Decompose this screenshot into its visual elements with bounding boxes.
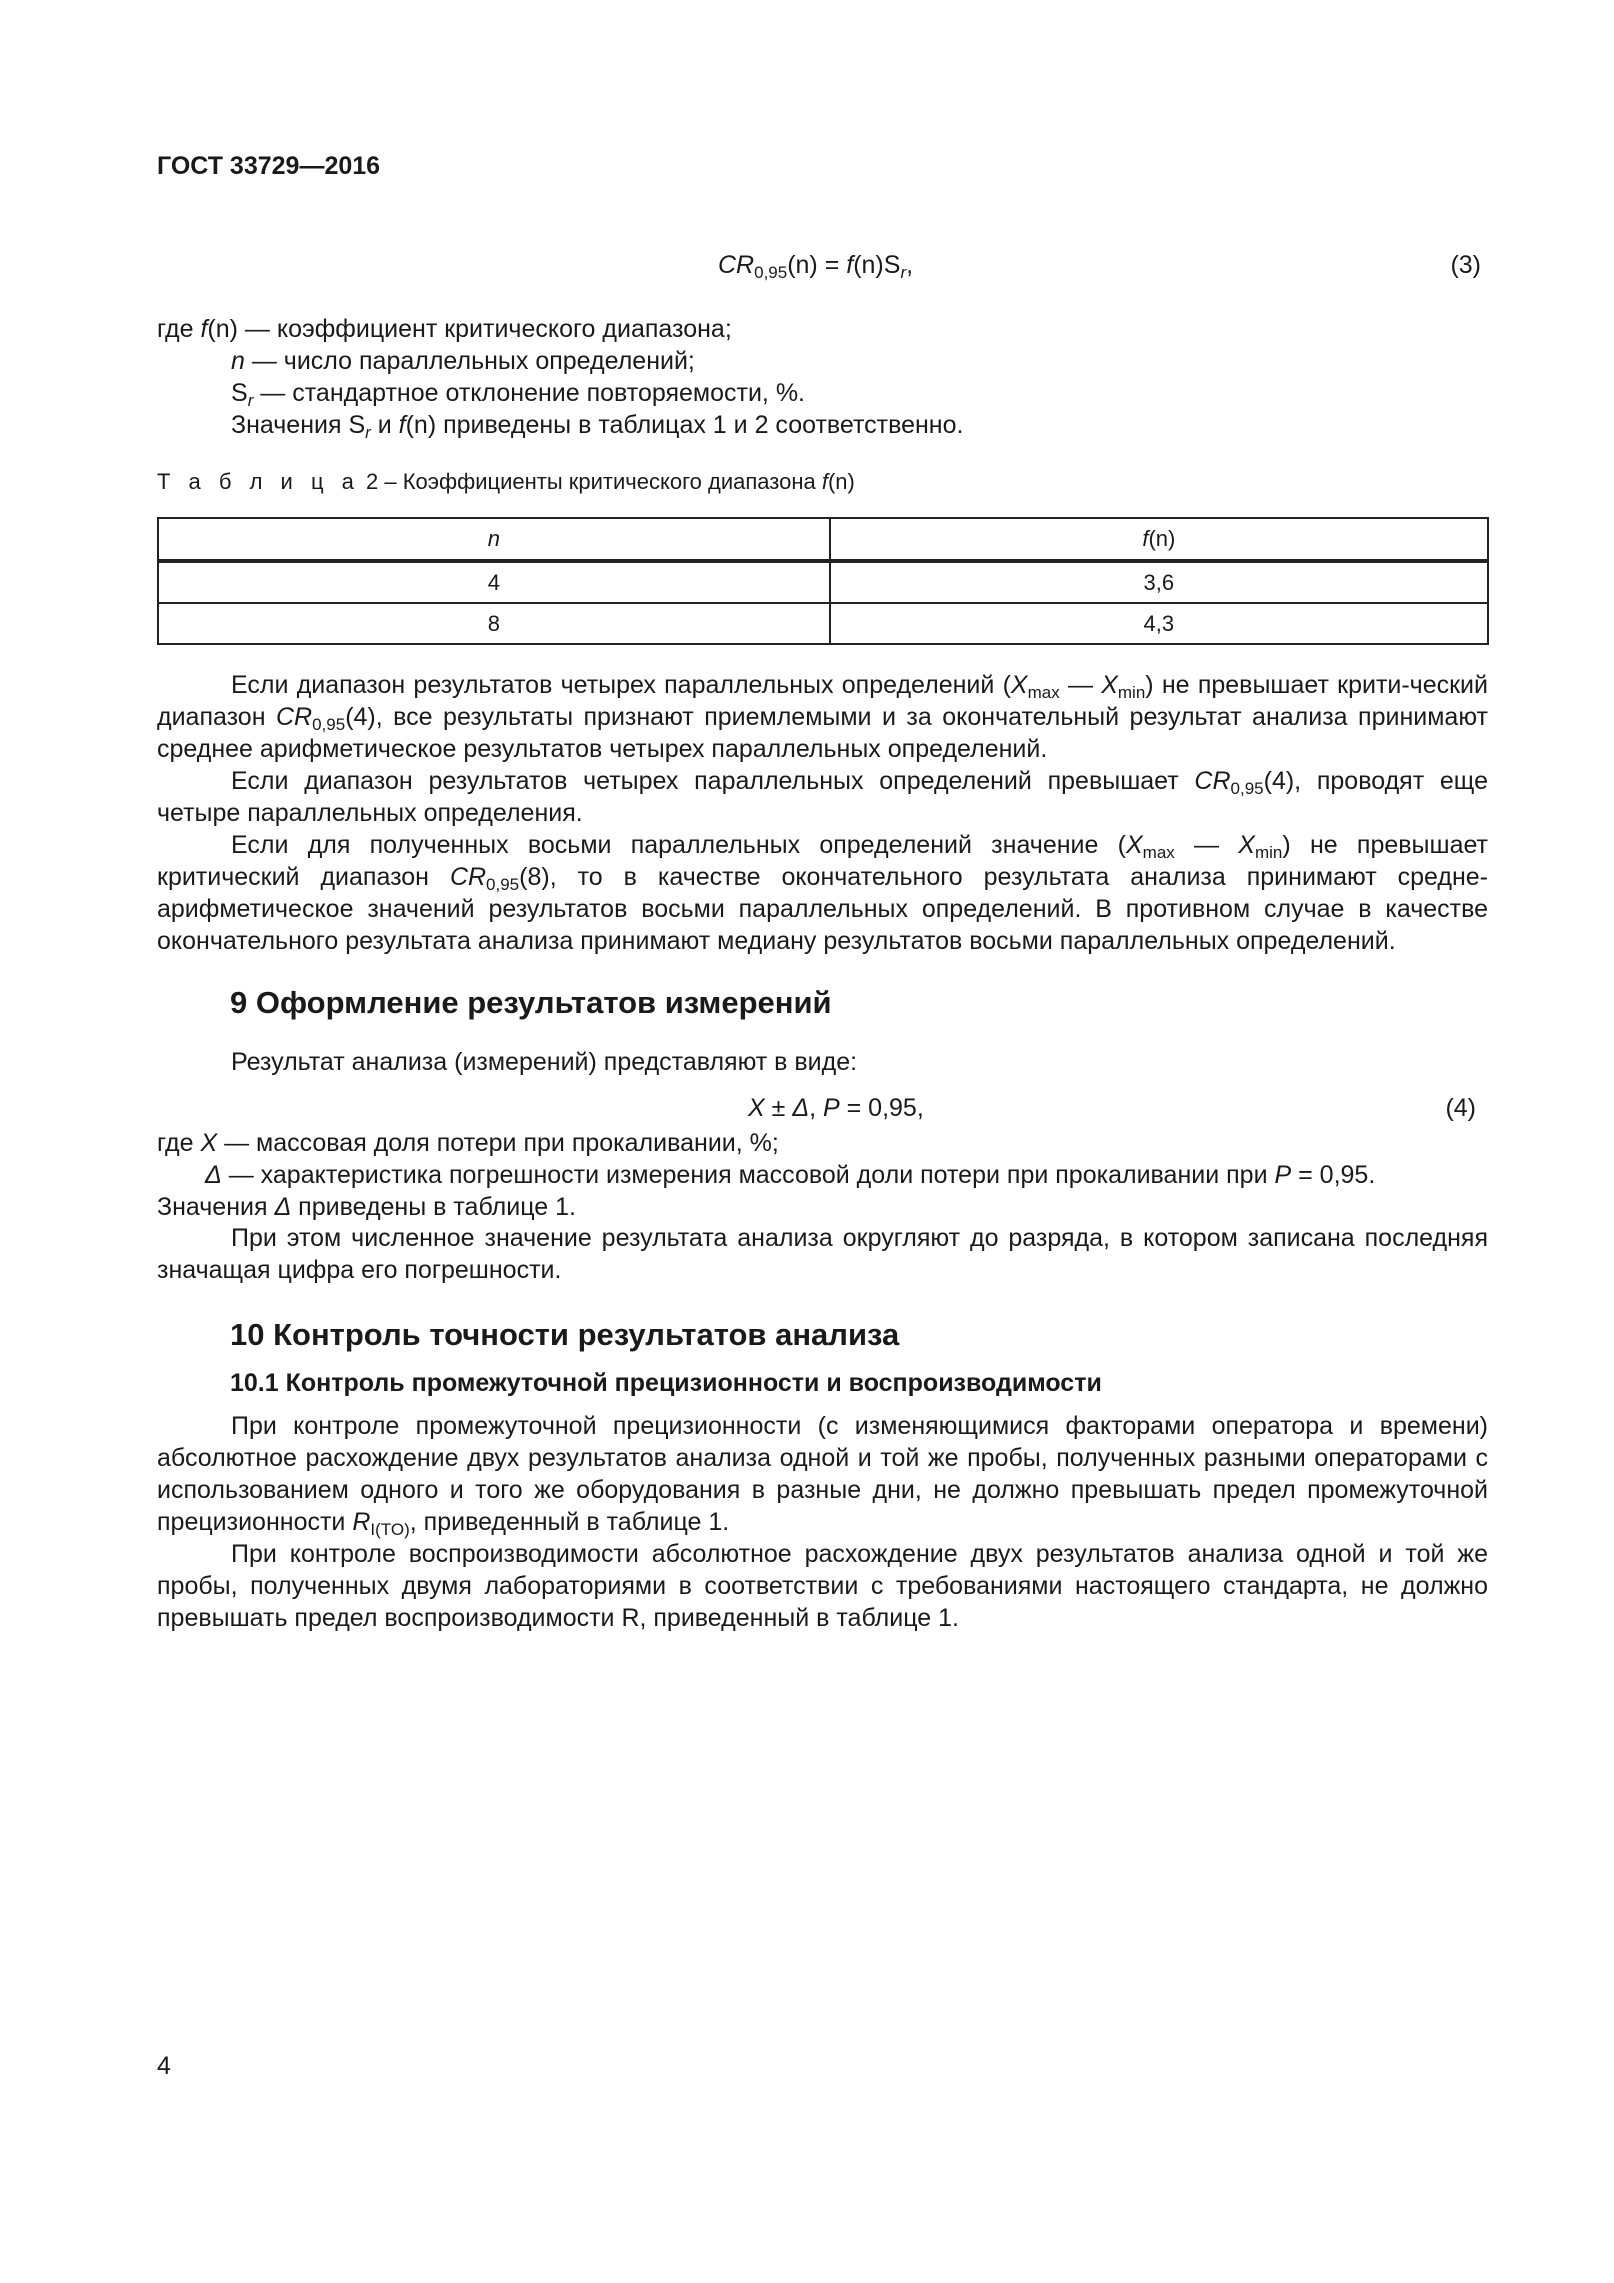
table-cell: 8: [158, 603, 830, 644]
table-2-caption: Т а б л и ц а 2 – Коэффициенты критического диапазона f(n): [157, 469, 855, 494]
paragraph: Если диапазон результатов четырех параллельных определений ($X_{max}$ — $X_{min}$) не превышает крити-ческий диапазон $CR_{0,95}(4)$, все результаты признают приемлемыми и за окончательный результат анализа принимают среднее арифметическое результатов четырех параллельных определений.: [157, 671, 1488, 763]
formula-4-number: (4): [1445, 1094, 1476, 1122]
formula-3-definitions: где f(n) — коэффициент критического диапазона; n — число параллельных определений; $S_r$ — стандартное отклонение повторяемости, %. Значения $S_r$ и f(n) приведены в таблицах 1 и 2 соответственно.: [157, 315, 964, 442]
result-rules: [157, 669, 1488, 957]
paragraph: При контроле воспроизводимости абсолютное расхождение двух результатов анализа одной и той же пробы, полученных двумя лабораториями в соответствии с требованиями настоящего стандарта, не должно превышать предел воспроизводимости R, приведенный в таблице 1.: [157, 1540, 1488, 1632]
table-2: [157, 517, 1489, 645]
formula-4-definitions: где X — массовая доля потери при прокаливании, %; Δ — характеристика погрешности измерения массовой доли потери при прокаливании при P = 0,95. Значения Δ приведены в таблице 1.: [157, 1129, 1376, 1221]
document-header: ГОСТ 33729—2016: [157, 152, 381, 180]
section-9-title: 9 Оформление результатов измерений: [230, 985, 832, 1020]
table-row: [158, 561, 1488, 603]
section-10-title: 10 Контроль точности результатов анализа: [230, 1317, 900, 1352]
table-header: f(n): [830, 518, 1488, 561]
section-10-body: [157, 1410, 1488, 1634]
rounding-paragraph: При этом численное значение результата анализа округляют до разряда, в котором записана последняя значащая цифра его погрешности.: [157, 1224, 1488, 1284]
table-cell: 3,6: [830, 561, 1488, 603]
table-cell: 4,3: [830, 603, 1488, 644]
subsection-10-1-title: 10.1 Контроль промежуточной прецизионности и воспроизводимости: [230, 1369, 1102, 1397]
table-header: n: [158, 518, 830, 561]
paragraph: Если для полученных восьми параллельных определений значение ($X_{max}$ — $X_{min}$) не превышает критический диапазон $CR_{0,95}(8)$, то в качестве окончательного результата анализа принимают средне-арифметическое значений результатов восьми параллельных определений. В противном случае в качестве окончательного результата анализа принимают медиану результатов восьми параллельных определений.: [157, 831, 1488, 955]
paragraph: Если диапазон результатов четырех параллельных определений превышает $CR_{0,95}(4)$, проводят еще четыре параллельных определения.: [157, 767, 1488, 827]
formula-3: $CR_{0,95}(n) = f(n)S_r$,: [718, 251, 914, 282]
table-row: [158, 603, 1488, 644]
formula-3-number: (3): [1450, 251, 1481, 279]
paragraph: При контроле промежуточной прецизионности (с изменяющимися факторами оператора и времени) абсолютное расхождение двух результатов анализа одной и той же пробы, полученных разными операторами с использованием одного и того же оборудования в разные дни, не должно превышать предел промежуточной прецизионности $R_{I(TO)}$, приведенный в таблице 1.: [157, 1412, 1488, 1539]
table-cell: 4: [158, 561, 830, 603]
formula-4: X ± Δ, P = 0,95,: [748, 1094, 924, 1122]
page-number: 4: [157, 2052, 171, 2080]
section-9-intro: Результат анализа (измерений) представляют в виде:: [231, 1048, 858, 1076]
